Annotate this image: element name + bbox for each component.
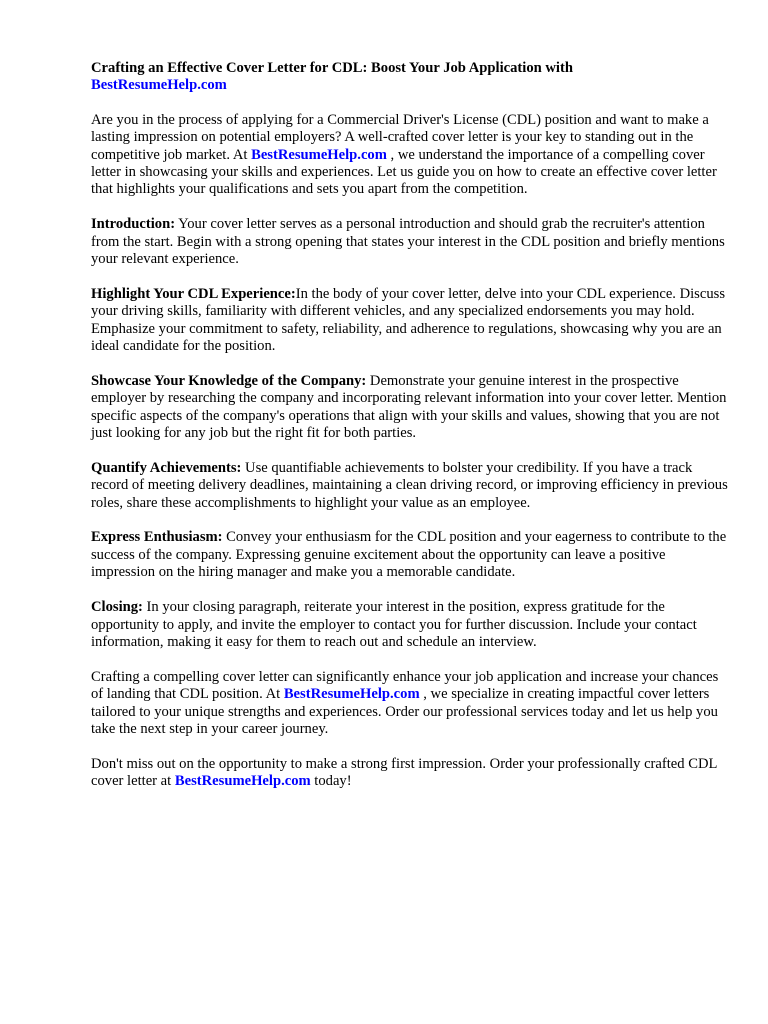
- section-heading: Highlight Your CDL Experience:: [91, 285, 296, 302]
- section-body: Your cover letter serves as a personal introduction and should grab the recruiter's attention from the start. Begin with a strong opening that states your interest in the CDL position and briefly mentions your relevant experience.: [91, 216, 725, 268]
- section-body: In your closing paragraph, reiterate your interest in the position, express gratitude for the opportunity to apply, and invite the employer to contact you for further discussion. Include your contact information, making it easy for them to reach out and schedule an interview.: [91, 599, 697, 650]
- intro-text-before: Are you in the process of applying for a Commercial Driver's License (CDL) position and want to make a lasting impression on potential employers? A well-crafted cover letter is your key to standing out in the competitive job market. At: [91, 111, 709, 163]
- title-link[interactable]: BestResumeHelp.com: [91, 77, 227, 94]
- conclusion-link[interactable]: BestResumeHelp.com: [283, 686, 420, 703]
- section-introduction: [91, 216, 731, 268]
- title-text: Crafting an Effective Cover Letter for CDL: Boost Your Job Application with: [91, 60, 573, 76]
- section-knowledge-of-company: [91, 373, 731, 443]
- document-title: [91, 60, 731, 95]
- final-text-before: Don't miss out on the opportunity to make a strong first impression. Order your professionally crafted CDL cover letter at: [91, 755, 717, 790]
- section-heading: Quantify Achievements:: [91, 459, 242, 476]
- intro-text-after: , we understand the importance of a compelling cover letter in showcasing your skills and experiences. Let us guide you on how to create an effective cover letter that highlights your qualifications and sets you apart from the competition.: [91, 146, 717, 198]
- intro-link[interactable]: BestResumeHelp.com: [251, 146, 387, 163]
- conclusion-text-before: Crafting a compelling cover letter can significantly enhance your job application and increase your chances of landing that CDL position. At: [91, 668, 719, 703]
- final-text-after: today!: [310, 773, 352, 790]
- conclusion-paragraph: [91, 669, 731, 739]
- section-closing: [91, 599, 731, 651]
- section-express-enthusiasm: [91, 529, 731, 581]
- section-body: Use quantifiable achievements to bolster your credibility. If you have a track record of meeting delivery deadlines, maintaining a clean driving record, or improving efficiency in previous roles, share these accomplishments to highlight your value as an employee.: [91, 459, 728, 511]
- final-link[interactable]: BestResumeHelp.com: [174, 773, 311, 790]
- section-heading: Express Enthusiasm:: [91, 529, 223, 546]
- section-body: Demonstrate your genuine interest in the prospective employer by researching the company and incorporating relevant information into your cover letter. Mention specific aspects of the company's operations that align with your skills and values, showing that you are not just looking for any job but the right fit for both parties.: [91, 372, 727, 442]
- section-heading: Introduction:: [91, 216, 176, 233]
- section-heading: Closing:: [91, 599, 143, 616]
- document-body: [91, 60, 731, 808]
- conclusion-text-after: , we specialize in creating impactful cover letters tailored to your unique strengths and experiences. Order our professional services today and let us help you take the next step in your career journey.: [91, 686, 718, 737]
- section-heading: Showcase Your Knowledge of the Company:: [91, 372, 367, 389]
- intro-paragraph: [91, 112, 731, 199]
- section-quantify-achievements: [91, 460, 731, 512]
- section-body: In the body of your cover letter, delve into your CDL experience. Discuss your driving skills, familiarity with different vehicles, and any specialized endorsements you may hold. Emphasize your commitment to safety, reliability, and adherence to regulations, showcasing why you are an ideal candidate for the position.: [91, 285, 725, 355]
- section-body: Convey your enthusiasm for the CDL position and your eagerness to contribute to the success of the company. Expressing genuine excitement about the opportunity can leave a positive impression on the hiring manager and make you a memorable candidate.: [91, 529, 727, 581]
- final-paragraph: [91, 756, 731, 791]
- section-highlight-experience: [91, 286, 731, 356]
